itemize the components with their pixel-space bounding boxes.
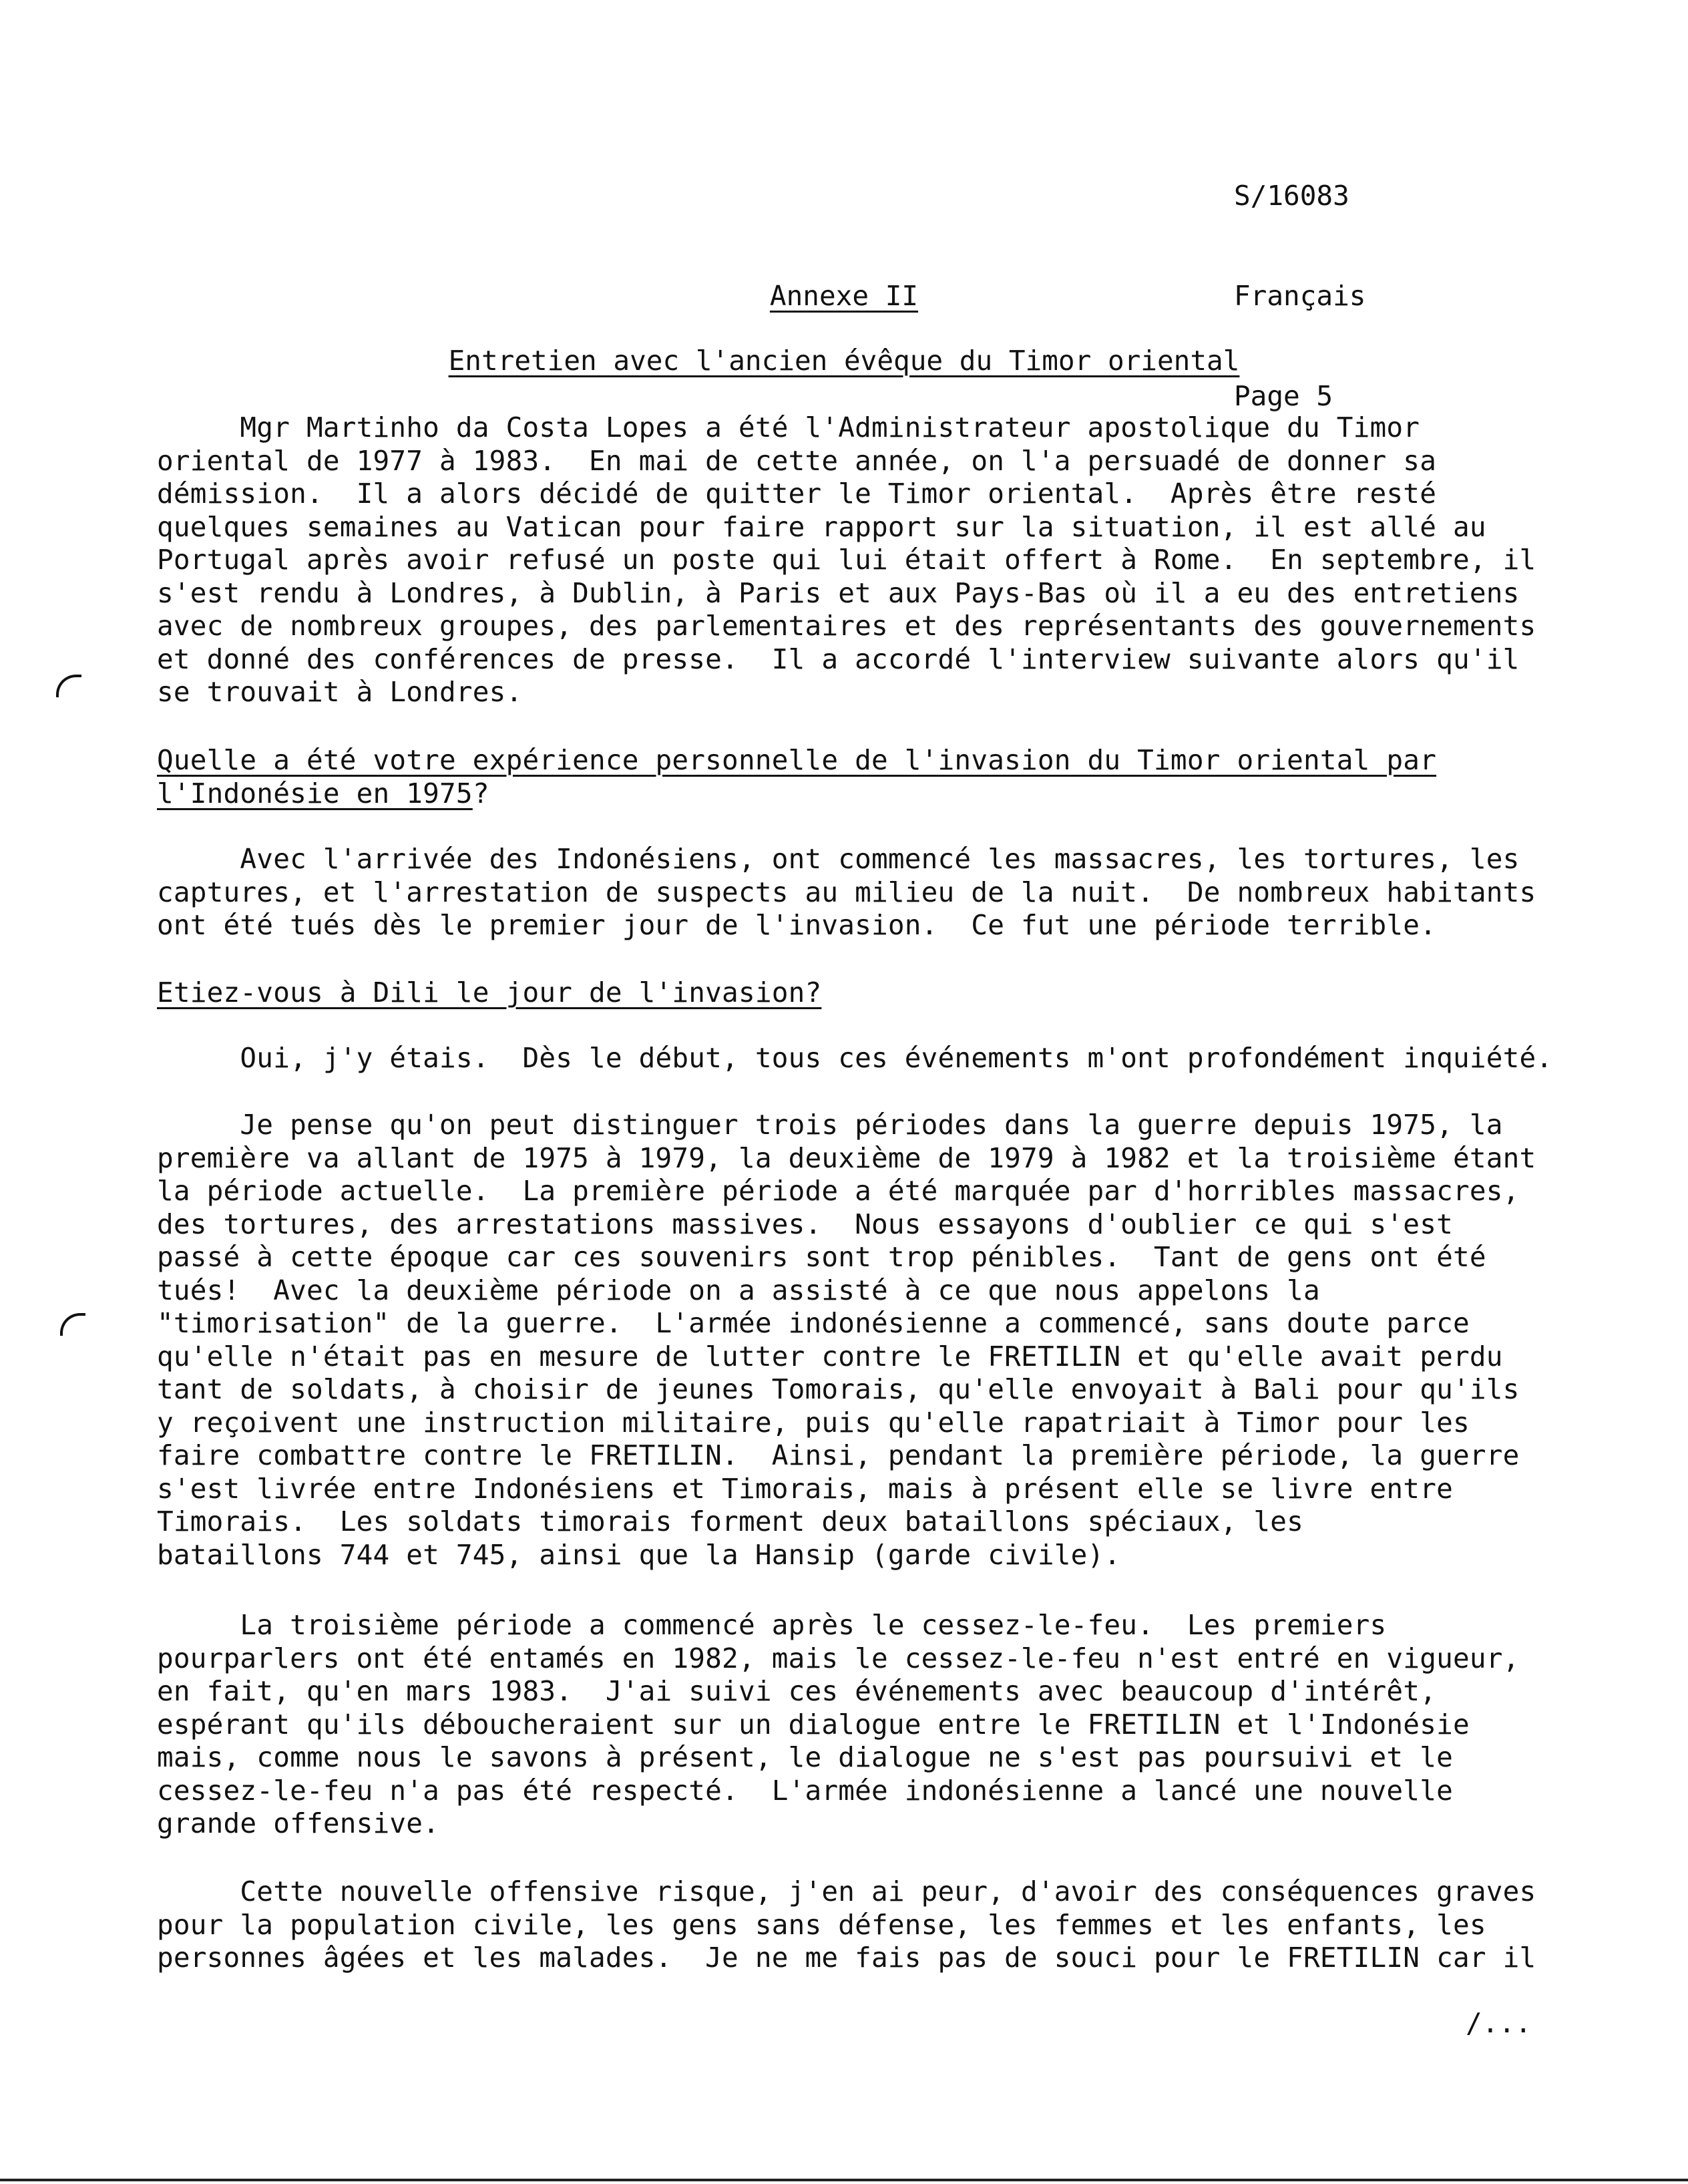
text-line: des tortures, des arrestations massives. Nous essayons d'oublier ce qui s'est xyxy=(157,1208,1453,1240)
text-line: pour la population civile, les gens sans défense, les femmes et les enfants, les xyxy=(157,1908,1486,1941)
question-text: l'Indonésie en 1975 xyxy=(157,777,473,809)
text-line: grande offensive. xyxy=(157,1807,440,1839)
text-line: Je pense qu'on peut distinguer trois périodes dans la guerre depuis 1975, la xyxy=(157,1109,1503,1141)
text-line: Cette nouvelle offensive risque, j'en ai peur, d'avoir des conséquences graves xyxy=(157,1875,1536,1907)
text-line: ont été tués dès le premier jour de l'invasion. Ce fut une période terrible. xyxy=(157,909,1437,941)
scan-hole-mark xyxy=(56,675,81,697)
intro-paragraph xyxy=(157,411,1559,709)
text-line: y reçoivent une instruction militaire, puis qu'elle rapatriait à Timor pour les xyxy=(157,1406,1470,1439)
text-line: s'est livrée entre Indonésiens et Timorais, mais à présent elle se livre entre xyxy=(157,1472,1453,1505)
text-line: démission. Il a alors décidé de quitter le Timor oriental. Après être resté xyxy=(157,478,1437,510)
text-line: qu'elle n'était pas en mesure de lutter contre le FRETILIN et qu'elle avait perdu xyxy=(157,1340,1503,1373)
paragraph-periods xyxy=(157,1109,1559,1572)
text-line: faire combattre contre le FRETILIN. Ainsi, pendant la première période, la guerre xyxy=(157,1439,1520,1471)
question-line xyxy=(157,976,1559,1010)
scan-hole-mark xyxy=(60,1313,85,1336)
text-line: en fait, qu'en mars 1983. J'ai suivi ces événements avec beaucoup d'intérêt, xyxy=(157,1675,1437,1707)
paragraph-third-period xyxy=(157,1609,1559,1841)
text-line: se trouvait à Londres. xyxy=(157,676,523,708)
question-mark: ? xyxy=(472,777,489,809)
text-line: espérant qu'ils déboucheraient sur un dialogue entre le FRETILIN et l'Indonésie xyxy=(157,1708,1470,1741)
text-line: bataillons 744 et 745, ainsi que la Hansip (garde civile). xyxy=(157,1538,1121,1571)
question-line xyxy=(157,777,1559,811)
text-line: personnes âgées et les malades. Je ne me fais pas de souci pour le FRETILIN car il xyxy=(157,1942,1536,1974)
text-line: Timorais. Les soldats timorais forment deux bataillons spéciaux, les xyxy=(157,1505,1304,1537)
document-symbol: S/16083 xyxy=(1234,180,1349,212)
text-line: quelques semaines au Vatican pour faire rapport sur la situation, il est allé au xyxy=(157,510,1486,543)
text-line: oriental de 1977 à 1983. En mai de cette année, on l'a persuadé de donner sa xyxy=(157,444,1437,477)
text-line: Oui, j'y étais. Dès le début, tous ces événements m'ont profondément inquiété. xyxy=(157,1042,1553,1074)
text-line: la période actuelle. La première période a été marquée par d'horribles massacres, xyxy=(157,1175,1520,1207)
text-line: s'est rendu à Londres, à Dublin, à Paris et aux Pays-Bas où il a eu des entretiens xyxy=(157,576,1520,609)
text-line: passé à cette époque car ces souvenirs sont trop pénibles. Tant de gens ont été xyxy=(157,1241,1486,1273)
text-line: Portugal après avoir refusé un poste qui lui était offert à Rome. En septembre, il xyxy=(157,544,1536,576)
annex-title-row xyxy=(0,279,1688,313)
text-line: mais, comme nous le savons à présent, le dialogue ne s'est pas poursuivi et le xyxy=(157,1741,1453,1773)
question-text: Quelle a été votre expérience personnelle de l'invasion du Timor oriental par xyxy=(157,744,1437,776)
page-bottom-edge xyxy=(0,2179,1688,2181)
answer-1 xyxy=(157,843,1559,942)
page-number: Page 5 xyxy=(1234,380,1333,412)
text-line: Avec l'arrivée des Indonésiens, ont commencé les massacres, les tortures, les xyxy=(157,843,1520,875)
text-line: tués! Avec la deuxième période on a assisté à ce que nous appelons la xyxy=(157,1274,1320,1306)
text-line: "timorisation" de la guerre. L'armée indonésienne a commencé, sans doute parce xyxy=(157,1307,1470,1339)
question-2 xyxy=(157,976,1559,1010)
answer-2 xyxy=(157,1042,1559,1075)
text-line: et donné des conférences de presse. Il a accordé l'interview suivante alors qu'il xyxy=(157,643,1520,675)
document-subtitle: Entretien avec l'ancien évêque du Timor oriental xyxy=(448,345,1240,377)
text-line: La troisième période a commencé après le cessez-le-feu. Les premiers xyxy=(157,1609,1387,1641)
text-line: captures, et l'arrestation de suspects au milieu de la nuit. De nombreux habitants xyxy=(157,876,1536,908)
question-1 xyxy=(157,744,1559,810)
question-line xyxy=(157,744,1559,777)
annex-title: Annexe II xyxy=(769,280,919,312)
text-line: pourparlers ont été entamés en 1982, mais le cessez-le-feu n'est entré en vigueur, xyxy=(157,1642,1520,1674)
document-language: Français xyxy=(1234,280,1366,312)
continued-marker: /... xyxy=(1466,2007,1532,2039)
text-line: avec de nombreux groupes, des parlementaires et des représentants des gouvernements xyxy=(157,610,1536,642)
text-line: tant de soldats, à choisir de jeunes Tomorais, qu'elle envoyait à Bali pour qu'ils xyxy=(157,1373,1520,1405)
text-line: cessez-le-feu n'a pas été respecté. L'armée indonésienne a lancé une nouvelle xyxy=(157,1774,1453,1807)
text-line: Mgr Martinho da Costa Lopes a été l'Administrateur apostolique du Timor xyxy=(157,411,1420,443)
text-line: première va allant de 1975 à 1979, la deuxième de 1979 à 1982 et la troisième étant xyxy=(157,1141,1536,1174)
subtitle-row xyxy=(0,344,1688,377)
question-text: Etiez-vous à Dili le jour de l'invasion? xyxy=(157,976,822,1009)
paragraph-offensive xyxy=(157,1875,1559,1975)
